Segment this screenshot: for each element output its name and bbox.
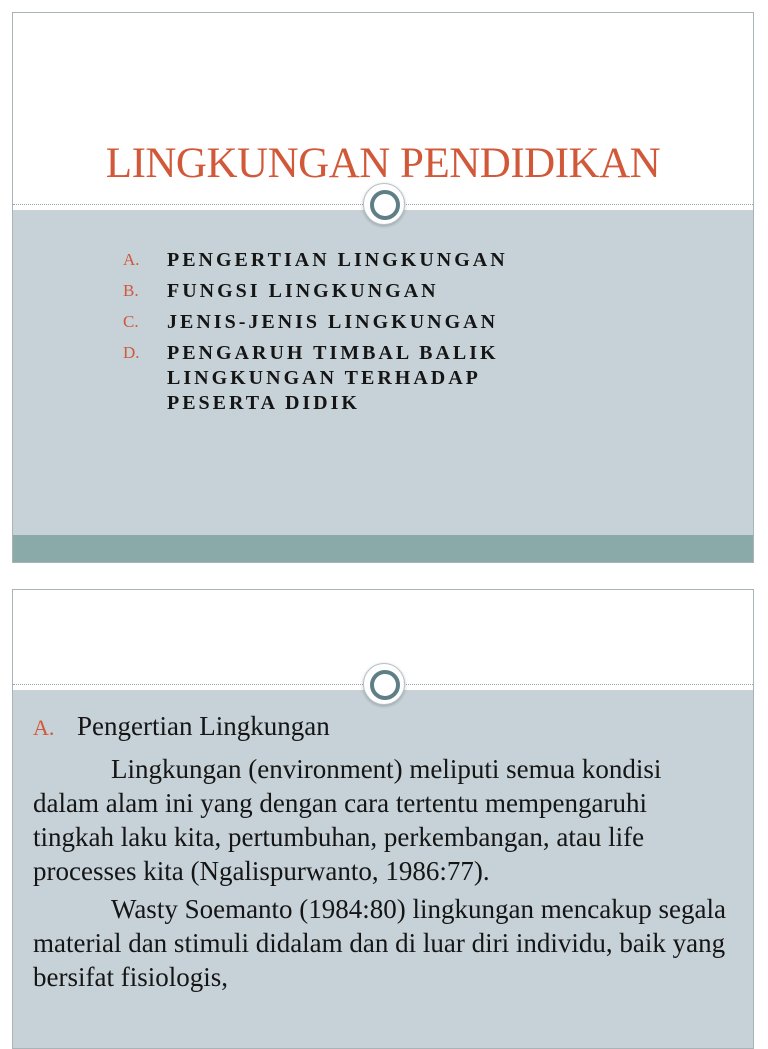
section-heading bbox=[33, 710, 733, 744]
section-letter: A. bbox=[33, 715, 55, 740]
list-item-text: PENGERTIAN LINGKUNGAN bbox=[167, 249, 508, 271]
slide-1 bbox=[12, 12, 754, 563]
section-title: Pengertian Lingkungan bbox=[77, 711, 330, 741]
list-item-letter: D. bbox=[123, 343, 140, 362]
list-item-text: JENIS-JENIS LINGKUNGAN bbox=[167, 311, 499, 333]
list-item-letter: C. bbox=[123, 312, 139, 331]
slide-body bbox=[33, 710, 733, 998]
list-item bbox=[123, 279, 547, 304]
list-item-text: FUNGSI LINGKUNGAN bbox=[167, 280, 439, 302]
list-item bbox=[123, 341, 547, 416]
paragraph: Wasty Soemanto (1984:80) lingkungan mencakup segala material dan stimuli didalam dan di luar diri individu, baik yang bersifat fisiologis, bbox=[33, 894, 726, 992]
paragraph: Lingkungan (environment) meliputi semua kondisi dalam alam ini yang dengan cara tertentu mempengaruhi tingkah laku kita, pertumbuhan, perkembangan, atau life processes kita (Ngalispurwanto, 1986:77). bbox=[33, 754, 662, 886]
list-item-text: PENGARUH TIMBAL BALIK LINGKUNGAN TERHADAP PESERTA DIDIK bbox=[167, 342, 499, 414]
list-item bbox=[123, 310, 547, 335]
circle-ornament-icon bbox=[363, 183, 405, 225]
topic-list bbox=[123, 248, 547, 422]
list-item-letter: B. bbox=[123, 281, 139, 300]
slide-2 bbox=[12, 589, 754, 1049]
circle-ornament-icon bbox=[363, 663, 405, 705]
footer-band bbox=[13, 535, 753, 562]
slide-title: LINGKUNGAN PENDIDIKAN bbox=[105, 140, 661, 187]
list-item-letter: A. bbox=[123, 250, 140, 269]
list-item bbox=[123, 248, 547, 273]
